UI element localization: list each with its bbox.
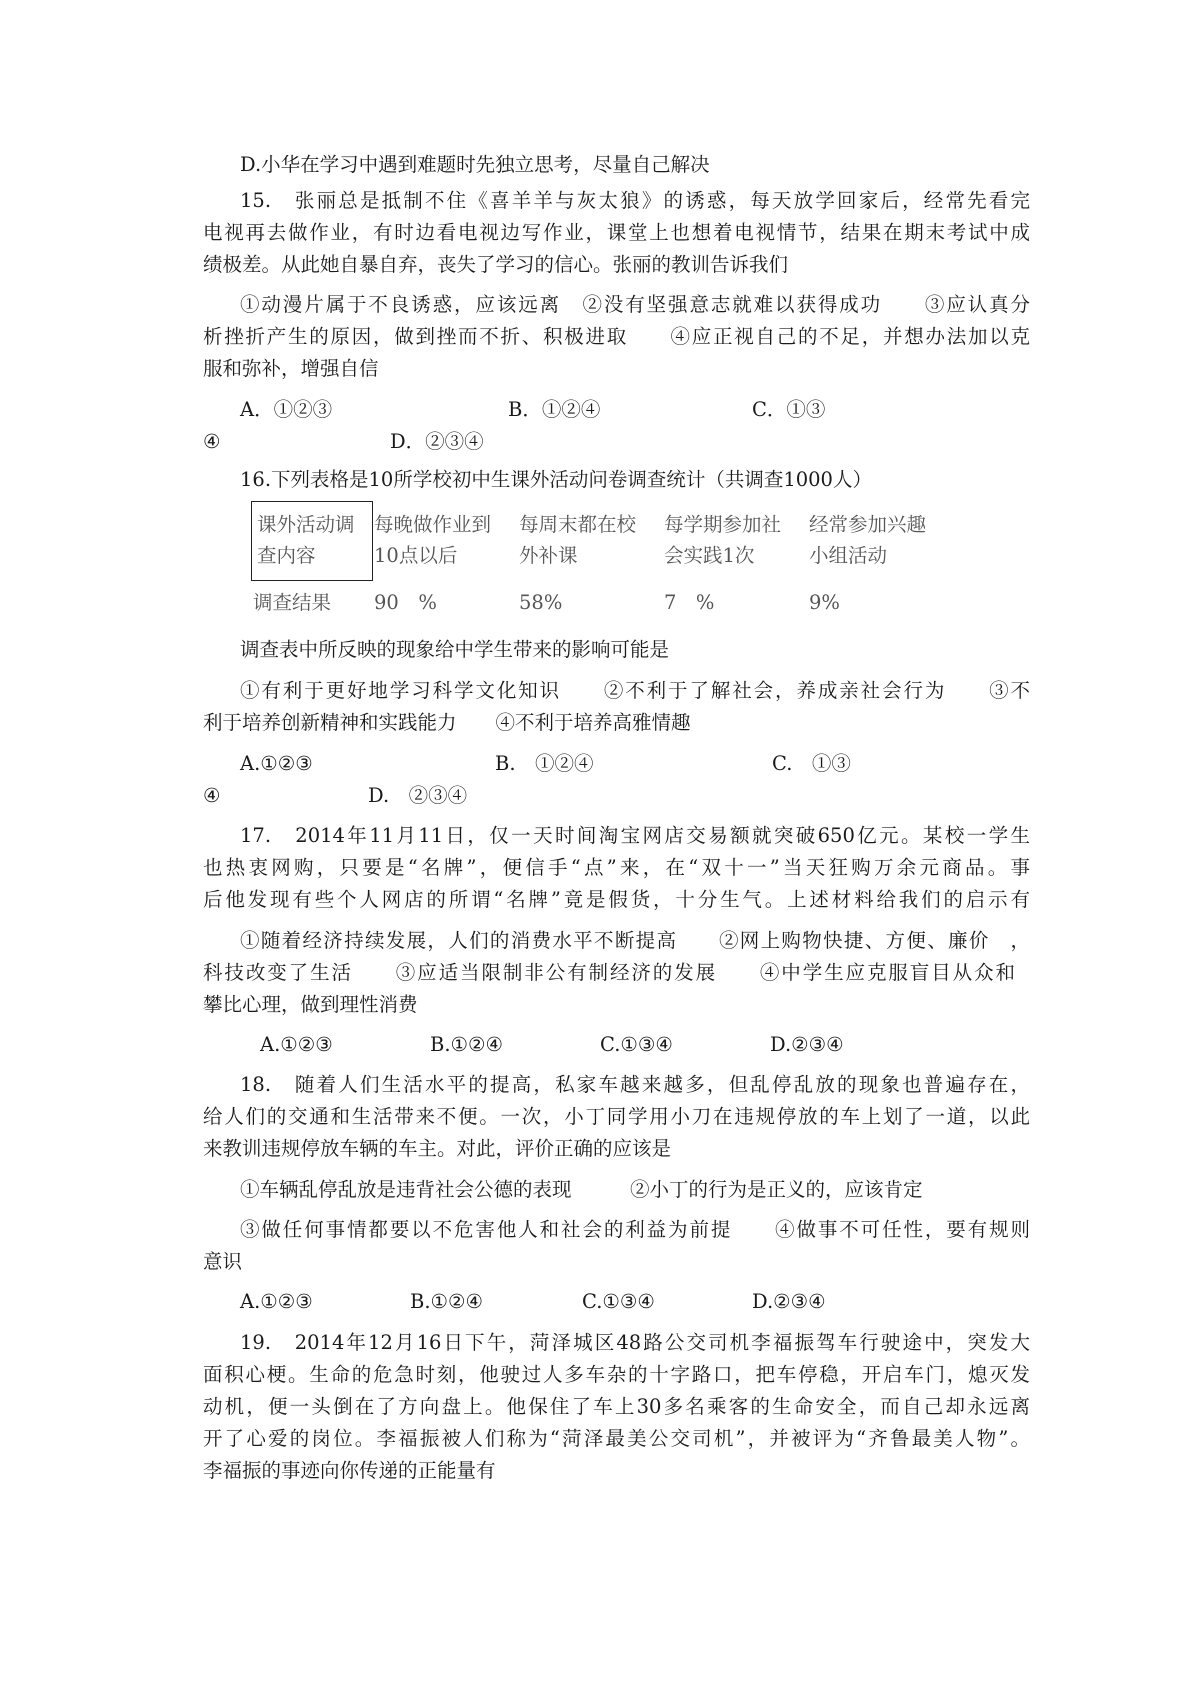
q18-option-b: B.①②④ [410, 1290, 483, 1313]
q18-statement-line: 意识 [203, 1250, 243, 1273]
q15-stem-line: 电视再去做作业，有时边看电视边写作业，课堂上也想着电视情节，结果在期末考试中成 [203, 221, 1030, 244]
q18-option-c: C.①③④ [582, 1290, 655, 1313]
q19-stem-line: 开了心爱的岗位。李福振被人们称为“菏泽最美公交司机”，并被评为“齐鲁最美人物”。 [203, 1427, 1030, 1450]
survey-table-result-label: 调查结果 [253, 591, 332, 614]
survey-table-column: 每晚做作业到 10点以后 [374, 513, 492, 567]
q15-stem-line: 15. 张丽总是抵制不住《喜羊羊与灰太狼》的诱惑，每天放学回家后，经常先看完 [240, 189, 1030, 212]
q18-stem-line: 来教训违规停放车辆的车主。对此，评价正确的应该是 [203, 1137, 672, 1160]
q17-option-b: B.①②④ [430, 1033, 503, 1056]
q19-stem-line: 19. 2014年12月16日下午，菏泽城区48路公交司机李福振驾车行驶途中，突发大 [240, 1331, 1030, 1354]
survey-table-result: 58% [519, 591, 563, 614]
q16-option-a: A.①②③ [240, 752, 313, 775]
q15-option-c: C．①③ [752, 398, 826, 421]
q15-option-d: D．②③④ [390, 430, 484, 453]
q19-stem-line: 李福振的事迹向你传递的正能量有 [203, 1459, 496, 1482]
q17-statement-line: 科技改变了生活 ③应适当限制非公有制经济的发展 ④中学生应克服盲目从众和 [203, 961, 1015, 984]
q18-stem-line: 给人们的交通和生活带来不便。一次，小丁同学用小刀在违规停放的车上划了一道，以此 [203, 1105, 1030, 1128]
q18-statement-line: ①车辆乱停乱放是违背社会公德的表现 ②小丁的行为是正义的，应该肯定 [240, 1178, 923, 1201]
q18-stem-line: 18. 随着人们生活水平的提高，私家车越来越多，但乱停乱放的现象也普遍存在， [240, 1073, 1030, 1096]
q17-option-a: A.①②③ [260, 1033, 333, 1056]
q17-stem-line: 也热衷网购，只要是“名牌”，便信手“点”来，在“双十一”当天狂购万余元商品。事 [203, 856, 1030, 879]
q17-statement-line: ①随着经济持续发展，人们的消费水平不断提高 ②网上购物快捷、方便、廉价 ， [240, 929, 1030, 952]
q17-option-d: D.②③④ [770, 1033, 844, 1056]
q17-option-c: C.①③④ [600, 1033, 673, 1056]
q16-statement-line: ①有利于更好地学习科学文化知识 ②不利于了解社会，养成亲社会行为 ③不 [240, 679, 1030, 702]
q19-stem-line: 动机，便一头倒在了方向盘上。他保住了车上30多名乘客的生命安全，而自己却永远离 [203, 1395, 1030, 1418]
q16-stem: 16.下列表格是10所学校初中生课外活动问卷调查统计（共调查1000人） [240, 468, 872, 491]
survey-table-header-label: 课外活动调 查内容 [257, 513, 355, 567]
survey-table-result: 7 % [664, 591, 715, 614]
q16-question: 调查表中所反映的现象给中学生带来的影响可能是 [240, 638, 670, 661]
q18-option-d: D.②③④ [752, 1290, 826, 1313]
q17-stem-line: 17. 2014年11月11日，仅一天时间淘宝网店交易额就突破650亿元。某校一学生 [240, 824, 1030, 847]
survey-table-result: 90 % [374, 591, 437, 614]
q15-statement-line: 服和弥补，增强自信 [203, 357, 379, 380]
survey-table-result: 9% [809, 591, 840, 614]
q15-option-a: A．①②③ [240, 398, 333, 421]
q16-statement-line: 利于培养创新精神和实践能力 ④不利于培养高雅情趣 [203, 711, 691, 734]
q18-option-a: A.①②③ [240, 1290, 313, 1313]
q15-option-c-continued: ④ [203, 430, 221, 453]
q16-option-c-continued: ④ [203, 784, 221, 807]
survey-table-column: 每学期参加社 会实践1次 [664, 513, 782, 567]
q16-option-b: B. ①②④ [495, 752, 594, 775]
q19-stem-line: 面积心梗。生命的危急时刻，他驶过人多车杂的十字路口，把车停稳，开启车门，熄灭发 [203, 1363, 1030, 1386]
q18-statement-line: ③做任何事情都要以不危害他人和社会的利益为前提 ④做事不可任性，要有规则 [240, 1218, 1030, 1241]
q17-statement-line: 攀比心理，做到理性消费 [203, 993, 418, 1016]
q16-option-d: D. ②③④ [368, 784, 468, 807]
survey-table-column: 经常参加兴趣 小组活动 [809, 513, 927, 567]
q16-option-c: C. ①③ [772, 752, 851, 775]
survey-table-column: 每周末都在校 外补课 [519, 513, 637, 567]
q14-option-d: D.小华在学习中遇到难题时先独立思考，尽量自己解决 [240, 153, 710, 176]
q15-statement-line: 析挫折产生的原因，做到挫而不折、积极进取 ④应正视自己的不足，并想办法加以克 [203, 325, 1030, 348]
q17-stem-line: 后他发现有些个人网店的所谓“名牌”竟是假货，十分生气。上述材料给我们的启示有 [203, 888, 1030, 911]
q15-stem-line: 绩极差。从此她自暴自弃，丧失了学习的信心。张丽的教训告诉我们 [203, 253, 789, 276]
q15-statement-line: ①动漫片属于不良诱惑，应该远离 ②没有坚强意志就难以获得成功 ③应认真分 [240, 293, 1030, 316]
q15-option-b: B．①②④ [508, 398, 601, 421]
